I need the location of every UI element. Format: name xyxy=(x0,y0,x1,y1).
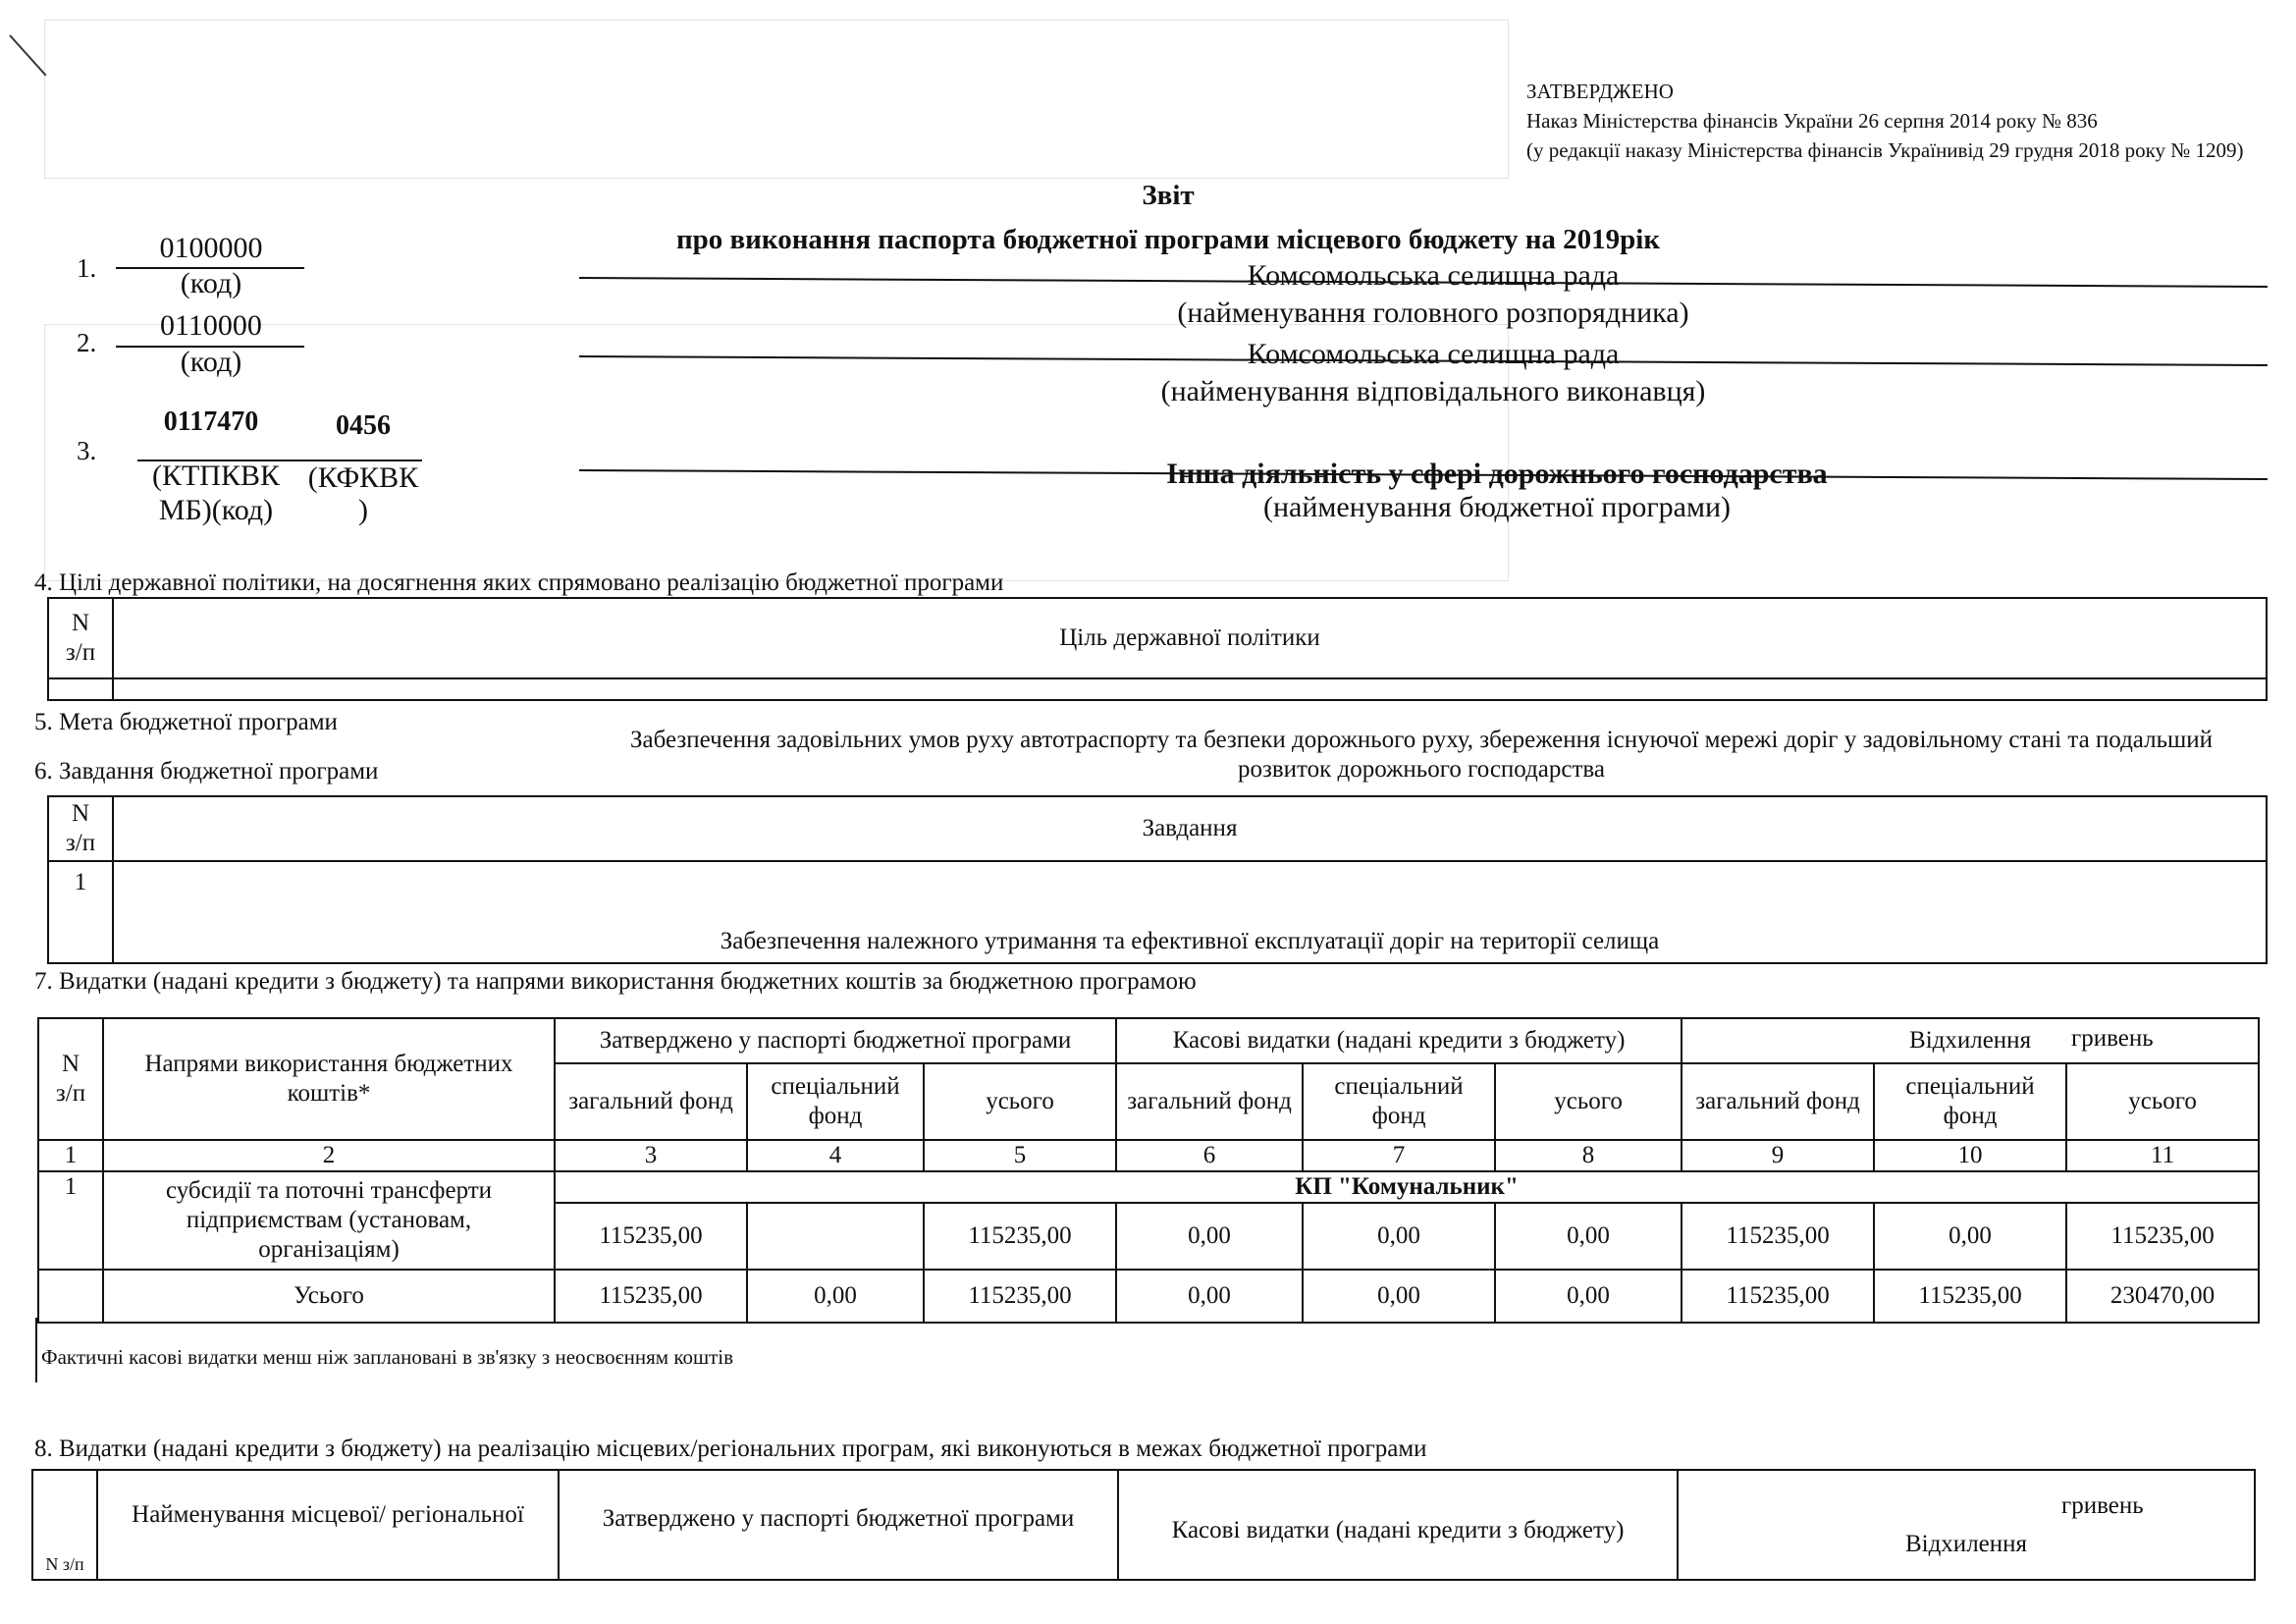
section7-total-header: усього xyxy=(1495,1063,1682,1140)
item3-kfkvk-code: 0456 xyxy=(336,410,391,441)
section4-col-goal: Ціль державної політики xyxy=(113,598,2267,678)
section8-approved-header: Затверджено у паспорті бюджетної програми xyxy=(559,1470,1118,1580)
column-number: 5 xyxy=(924,1140,1116,1171)
column-number: 10 xyxy=(1874,1140,2066,1171)
column-number: 6 xyxy=(1116,1140,1303,1171)
column-number: 4 xyxy=(747,1140,924,1171)
item3-kpkvk-code: 0117470 xyxy=(163,406,259,437)
item3-number: 3. xyxy=(77,436,97,465)
section8-table xyxy=(31,1469,2256,1581)
section7-deviation-header: Відхилення xyxy=(1682,1018,2259,1063)
item3-kpkvk-label-b: МБ)(код) xyxy=(158,494,274,526)
section7-total-header: усього xyxy=(2066,1063,2259,1140)
item2-name-label: (найменування відповідального виконавця) xyxy=(1160,375,1706,407)
section5-text-b: розвиток дорожнього господарства xyxy=(1238,756,1605,783)
report-subtitle: про виконання паспорта бюджетної програми місцевого бюджету на 2019рік xyxy=(675,224,1661,255)
pen-mark xyxy=(9,34,46,76)
column-number: 8 xyxy=(1495,1140,1682,1171)
section7-special-fund-header: спеціальний фонд xyxy=(1303,1063,1495,1140)
cell-approved-total: 115235,00 xyxy=(924,1203,1116,1270)
item3-kfkvk-label-a: (КФКВК xyxy=(307,461,419,494)
section8-col-n: N з/п xyxy=(32,1470,97,1580)
column-number: 3 xyxy=(555,1140,747,1171)
column-number: 9 xyxy=(1682,1140,1874,1171)
item2-code-label: (код) xyxy=(180,346,242,378)
cell-cash-total: 0,00 xyxy=(1495,1203,1682,1270)
total-cash-special: 0,00 xyxy=(1303,1270,1495,1323)
column-number: 1 xyxy=(38,1140,103,1171)
item2-number: 2. xyxy=(77,328,97,357)
section8-col-name: Найменування місцевої/ регіональної xyxy=(97,1470,559,1580)
total-approved-special: 0,00 xyxy=(747,1270,924,1323)
total-approved-general: 115235,00 xyxy=(555,1270,747,1323)
item1-code-label: (код) xyxy=(180,267,242,299)
section6-col-task: Завдання xyxy=(113,796,2267,861)
column-number: 7 xyxy=(1303,1140,1495,1171)
table-row xyxy=(48,861,2267,963)
section6-title: 6. Завдання бюджетної програми xyxy=(34,758,379,785)
total-empty-cell xyxy=(38,1270,103,1323)
cell-approved-special xyxy=(747,1203,924,1270)
section8-title: 8. Видатки (надані кредити з бюджету) на реалізацію місцевих/регіональних програм, які виконуються в межах бюджетної програми xyxy=(34,1435,1427,1462)
total-deviation-general: 115235,00 xyxy=(1682,1270,1874,1323)
section8-currency: гривень xyxy=(2061,1492,2144,1519)
cell-deviation-special: 0,00 xyxy=(1874,1203,2066,1270)
total-deviation-special: 115235,00 xyxy=(1874,1270,2066,1323)
total-approved-total: 115235,00 xyxy=(924,1270,1116,1323)
section4-title: 4. Цілі державної політики, на досягнення яких спрямовано реалізацію бюджетної програми xyxy=(34,569,1004,596)
item1-name-label: (найменування головного розпорядника) xyxy=(1177,297,1689,329)
section7-row-direction: субсидії та поточні трансферти підприємствам (установам, організаціям) xyxy=(103,1171,555,1270)
note-margin-line xyxy=(35,1318,37,1382)
section7-general-fund-header: загальний фонд xyxy=(1682,1063,1874,1140)
section7-approved-header: Затверджено у паспорті бюджетної програми xyxy=(555,1018,1116,1063)
item3-program-name: Інша діяльність у сфері дорожнього господарства xyxy=(1166,458,1828,490)
cell-deviation-general: 115235,00 xyxy=(1682,1203,1874,1270)
section7-total-row xyxy=(38,1270,2259,1323)
section7-cash-header: Касові видатки (надані кредити з бюджету) xyxy=(1116,1018,1682,1063)
section5-text-a: Забезпечення задовільних умов руху автотраспорту та безпеки дорожнього руху, збереження існуючої мережі доріг у задовільному стані та подальший xyxy=(629,727,2214,753)
item3-kpkvk-label-a: (КТПКВК xyxy=(151,460,281,492)
section7-col-n: N з/п xyxy=(38,1018,103,1140)
item3-kfkvk-label-b: ) xyxy=(358,494,368,526)
approval-order: Наказ Міністерства фінансів України 26 серпня 2014 року № 836 xyxy=(1526,109,2098,133)
section7-title: 7. Видатки (надані кредити з бюджету) та напрями використання бюджетних коштів за бюджетною програмою xyxy=(34,968,1197,995)
column-number: 2 xyxy=(103,1140,555,1171)
section4-empty-cell xyxy=(48,678,113,700)
bleed-through-table xyxy=(44,20,1509,179)
report-title: Звіт xyxy=(1142,180,1195,211)
total-label: Усього xyxy=(103,1270,555,1323)
item2-code: 0110000 xyxy=(160,309,262,342)
section7-col-direction: Напрями використання бюджетних коштів* xyxy=(103,1018,555,1140)
section8-cash-header: Касові видатки (надані кредити з бюджету) xyxy=(1118,1470,1678,1580)
cell-deviation-total: 115235,00 xyxy=(2066,1203,2259,1270)
item2-name: Комсомольська селищна рада xyxy=(1247,338,1620,370)
section7-currency: гривень xyxy=(2071,1025,2154,1052)
section5-title: 5. Мета бюджетної програми xyxy=(34,709,338,735)
section4-table xyxy=(47,597,2268,701)
section7-general-fund-header: загальний фонд xyxy=(1116,1063,1303,1140)
section7-note: Фактичні касові видатки менш ніж заплановані в зв'язку з неосвоєнням коштів xyxy=(41,1345,734,1369)
section7-total-header: усього xyxy=(924,1063,1116,1140)
section8-deviation-header: Відхилення xyxy=(1678,1470,2255,1580)
total-cash-general: 0,00 xyxy=(1116,1270,1303,1323)
approval-heading: ЗАТВЕРДЖЕНО xyxy=(1526,80,1674,103)
section4-empty-cell xyxy=(113,678,2267,700)
section7-special-fund-header: спеціальний фонд xyxy=(747,1063,924,1140)
section6-col-n: N з/п xyxy=(48,796,113,861)
section6-table xyxy=(47,795,2268,964)
cell-approved-general: 115235,00 xyxy=(555,1203,747,1270)
section7-row-num: 1 xyxy=(38,1171,103,1270)
item1-name: Комсомольська селищна рада xyxy=(1247,259,1620,292)
section6-row-num: 1 xyxy=(48,861,113,963)
total-deviation-total: 230470,00 xyxy=(2066,1270,2259,1323)
approval-block xyxy=(1526,77,2244,165)
approval-revision: (у редакції наказу Міністерства фінансів Українивід 29 грудня 2018 року № 1209) xyxy=(1526,138,2244,162)
item1-number: 1. xyxy=(77,253,97,283)
section6-row-task: Забезпечення належного утримання та ефективної експлуатації доріг на території селища xyxy=(113,861,2267,963)
item3-program-label: (найменування бюджетної програми) xyxy=(1262,491,1732,523)
section4-col-n: N з/п xyxy=(48,598,113,678)
section7-group-title: КП "Комунальник" xyxy=(555,1171,2259,1203)
total-cash-total: 0,00 xyxy=(1495,1270,1682,1323)
item1-code: 0100000 xyxy=(159,232,263,264)
cell-cash-special: 0,00 xyxy=(1303,1203,1495,1270)
section7-general-fund-header: загальний фонд xyxy=(555,1063,747,1140)
cell-cash-general: 0,00 xyxy=(1116,1203,1303,1270)
section7-special-fund-header: спеціальний фонд xyxy=(1874,1063,2066,1140)
section7-column-numbers xyxy=(38,1140,2259,1171)
section7-table xyxy=(37,1017,2260,1324)
column-number: 11 xyxy=(2066,1140,2259,1171)
